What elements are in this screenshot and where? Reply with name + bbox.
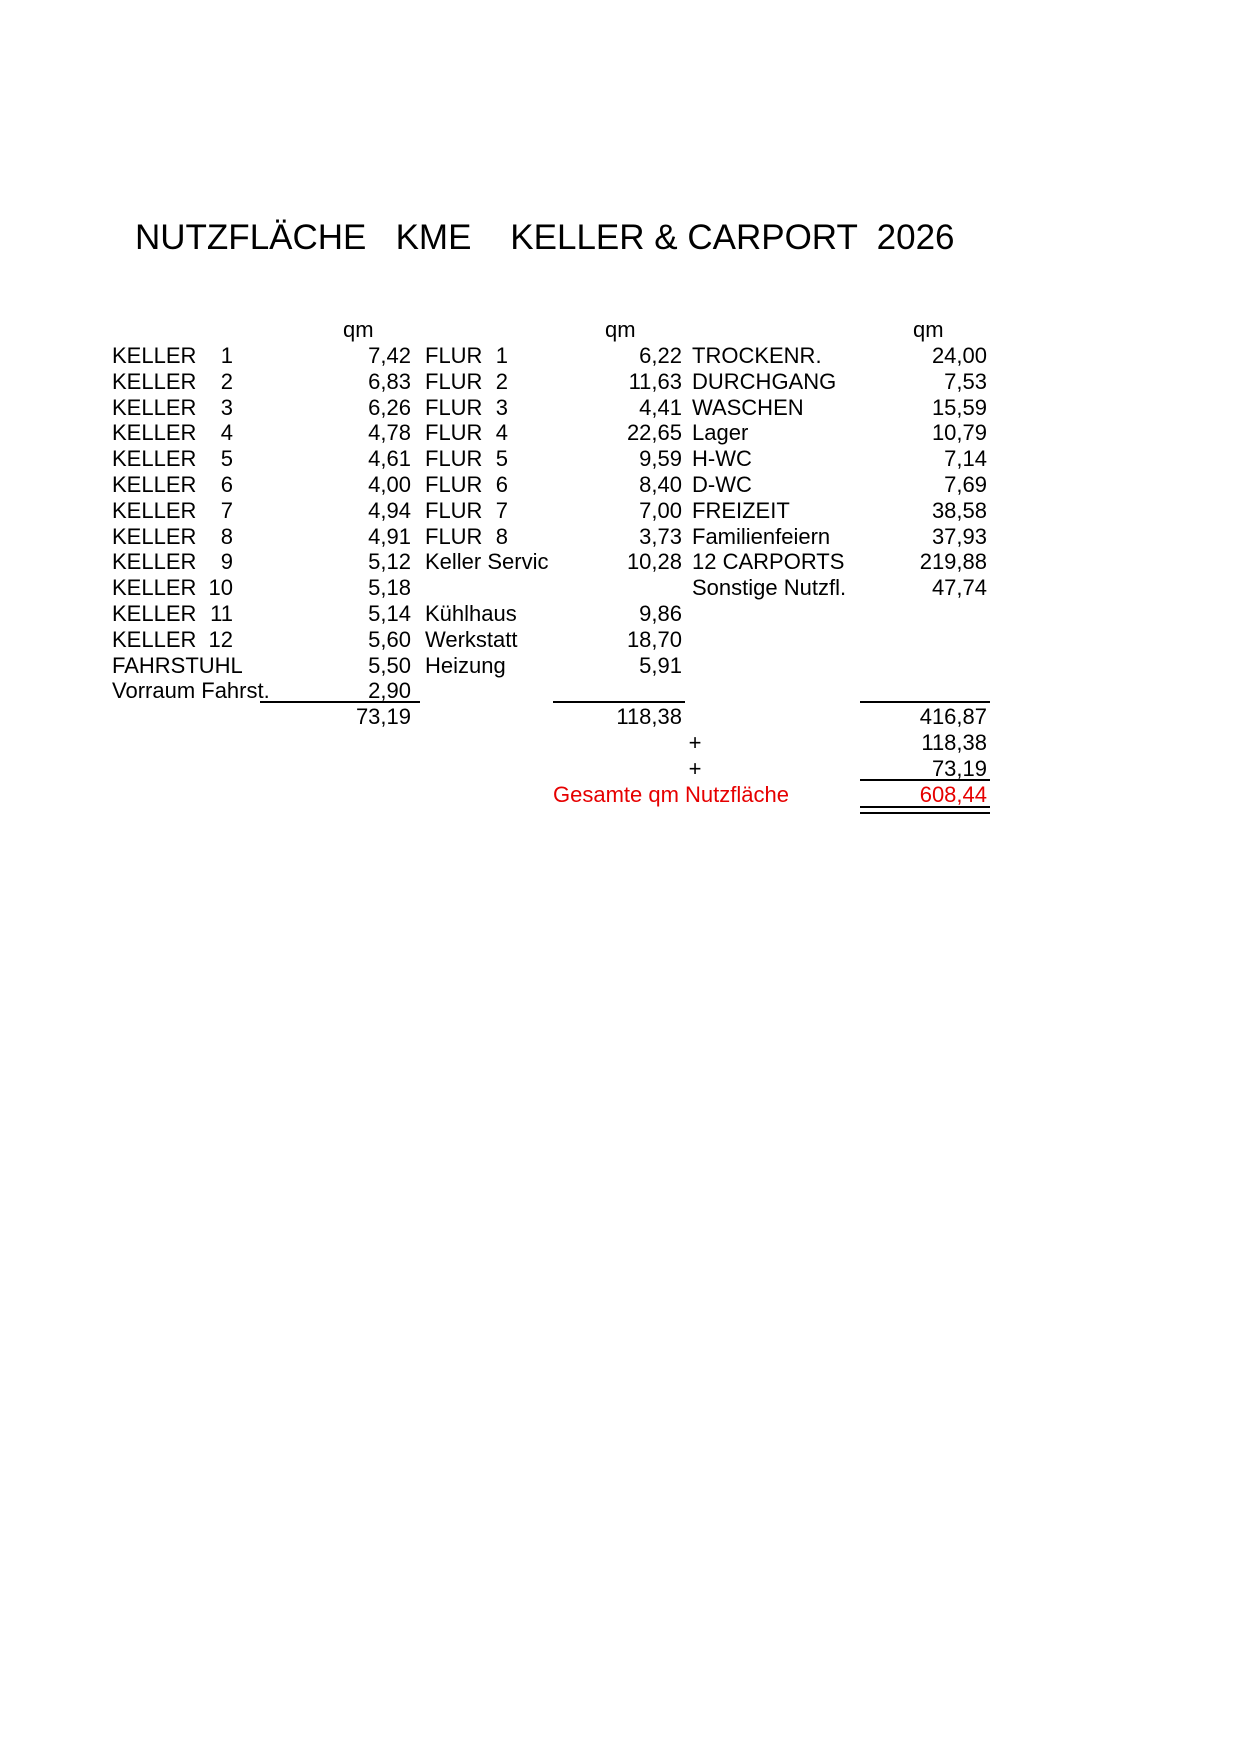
grand-total-value: 608,44 <box>919 782 987 807</box>
room-label-col1: KELLER <box>112 523 197 549</box>
area-value-col1: 6,83 <box>368 368 411 394</box>
plus-sign: + <box>688 756 702 781</box>
room-number-col1: 1 <box>220 343 233 368</box>
grand-total-row <box>0 782 1241 808</box>
room-label-col2: Werkstatt <box>425 626 518 652</box>
room-label-col1: KELLER <box>112 394 197 420</box>
room-label-col2: Heizung <box>425 652 506 678</box>
room-number-col2: 4 <box>495 420 508 446</box>
unit-header-col3: qm <box>913 317 944 342</box>
addition-row-2 <box>0 756 1241 782</box>
grand-total-label: Gesamte qm Nutzfläche <box>553 782 789 807</box>
room-number-col1: 10 <box>208 575 233 601</box>
room-number-col1: 6 <box>220 471 233 497</box>
page-title: NUTZFLÄCHE KME KELLER & CARPORT 2026 <box>135 218 955 257</box>
room-label-col3: Familienfeiern <box>692 523 831 549</box>
room-label-col1: KELLER <box>112 626 197 652</box>
area-value-col2: 22,65 <box>626 420 682 446</box>
room-number-col2: 8 <box>495 523 508 549</box>
room-number-col2 <box>468 549 508 575</box>
area-value-col2: 9,86 <box>639 600 682 626</box>
room-label-col3: Lager <box>692 420 749 446</box>
subtotal-col2: 118,38 <box>616 704 682 729</box>
table-row <box>0 653 1241 679</box>
room-label-col3: 12 CARPORTS <box>692 549 845 575</box>
room-label-col1: KELLER <box>112 368 197 394</box>
area-value-col2: 7,00 <box>639 497 682 523</box>
room-number-col2 <box>468 653 508 679</box>
room-label-col1: KELLER <box>112 575 197 601</box>
subtotal-rule-col2 <box>553 701 685 703</box>
area-value-col3 <box>866 653 987 679</box>
room-number-col2: 3 <box>495 394 508 420</box>
room-label-col1: KELLER <box>112 446 197 472</box>
area-value-col3: 15,59 <box>931 394 987 420</box>
area-value-col2: 10,28 <box>626 549 682 575</box>
room-label-col2: Keller Servic <box>425 549 549 575</box>
area-value-col2: 3,73 <box>639 523 682 549</box>
plus-sign: + <box>688 730 702 755</box>
room-label-col1: KELLER <box>112 471 197 497</box>
room-number-col2: 1 <box>495 343 508 368</box>
area-value-col3 <box>866 601 987 627</box>
room-label-col3: DURCHGANG <box>692 368 837 394</box>
area-value-col1: 6,26 <box>368 394 411 420</box>
unit-header-col1: qm <box>343 317 374 342</box>
room-label-col2: FLUR <box>425 343 483 368</box>
room-label-col1: KELLER <box>112 343 197 368</box>
table-row <box>0 524 1241 550</box>
area-value-col3: 219,88 <box>919 549 987 575</box>
table-row <box>0 601 1241 627</box>
room-number-col1: 5 <box>220 446 233 472</box>
subtotal-row <box>0 704 1241 730</box>
addition-value-2: 73,19 <box>931 756 987 781</box>
table-row <box>0 575 1241 601</box>
area-value-col3: 10,79 <box>931 420 987 446</box>
room-label-col3: TROCKENR. <box>692 343 822 368</box>
area-value-col1: 4,61 <box>368 446 411 472</box>
room-label-col3: H-WC <box>692 446 752 472</box>
addition-value-1: 118,38 <box>921 730 987 755</box>
room-label-col1: KELLER <box>112 600 197 626</box>
unit-header-row <box>0 317 1241 343</box>
room-label-col1: FAHRSTUHL <box>112 652 243 678</box>
table-row <box>0 369 1241 395</box>
room-number-col2 <box>468 678 508 704</box>
room-number-col2 <box>468 627 508 653</box>
area-value-col1: 4,91 <box>368 523 411 549</box>
table-body <box>0 343 1241 704</box>
area-value-col2: 6,22 <box>639 343 682 368</box>
room-number-col2: 7 <box>495 497 508 523</box>
room-label-col2: FLUR <box>425 497 483 523</box>
subtotal-rule-col3 <box>860 701 990 703</box>
table-row <box>0 498 1241 524</box>
room-number-col1: 9 <box>220 549 233 575</box>
table-row <box>0 446 1241 472</box>
room-number-col2 <box>468 575 508 601</box>
subtotal-rule-col1 <box>260 701 420 703</box>
area-value-col3 <box>866 627 987 653</box>
room-label-col2: FLUR <box>425 471 483 497</box>
room-label-col2: FLUR <box>425 394 483 420</box>
room-number-col1 <box>185 653 233 679</box>
subtotal-col1: 73,19 <box>355 704 411 729</box>
room-number-col1: 4 <box>220 420 233 446</box>
room-label-col1: KELLER <box>112 497 197 523</box>
room-number-col1: 8 <box>220 523 233 549</box>
area-value-col3: 7,14 <box>944 446 987 472</box>
area-value-col1: 5,12 <box>368 549 411 575</box>
room-number-col2: 5 <box>495 446 508 472</box>
addition-row-1 <box>0 730 1241 756</box>
table-row <box>0 420 1241 446</box>
area-value-col2: 9,59 <box>639 446 682 472</box>
area-value-col2 <box>566 575 682 601</box>
area-value-col1: 5,14 <box>368 600 411 626</box>
room-number-col1 <box>185 678 233 704</box>
area-value-col3: 7,69 <box>944 471 987 497</box>
room-label-col2: FLUR <box>425 523 483 549</box>
area-value-col2: 5,91 <box>639 652 682 678</box>
room-number-col2: 6 <box>495 471 508 497</box>
unit-header-col2: qm <box>605 317 636 342</box>
subtotal-col3: 416,87 <box>919 704 987 729</box>
room-label-col3: WASCHEN <box>692 394 804 420</box>
area-value-col1: 4,00 <box>368 471 411 497</box>
grand-total-rule-top <box>860 779 990 781</box>
table-row <box>0 627 1241 653</box>
table-row <box>0 472 1241 498</box>
room-label-col3: Sonstige Nutzfl. <box>692 575 847 601</box>
room-label-col2: FLUR <box>425 446 483 472</box>
area-value-col3: 24,00 <box>931 343 987 368</box>
room-number-col1: 2 <box>220 368 233 394</box>
room-label-col3: D-WC <box>692 471 752 497</box>
room-number-col1: 12 <box>208 626 233 652</box>
area-value-col3: 7,53 <box>944 368 987 394</box>
table-row <box>0 395 1241 421</box>
area-value-col3: 47,74 <box>931 575 987 601</box>
area-value-col2: 8,40 <box>639 471 682 497</box>
area-value-col1: 5,18 <box>368 575 411 601</box>
room-label-col3: FREIZEIT <box>692 497 790 523</box>
room-label-col2: FLUR <box>425 368 483 394</box>
room-number-col2 <box>468 601 508 627</box>
area-value-col1: 5,60 <box>368 626 411 652</box>
area-value-col3: 38,58 <box>931 497 987 523</box>
room-number-col1: 7 <box>220 497 233 523</box>
room-number-col1: 11 <box>210 600 233 626</box>
room-label-col1: KELLER <box>112 549 197 575</box>
table-row <box>0 549 1241 575</box>
area-value-col1: 2,90 <box>368 678 411 704</box>
area-value-col2: 11,63 <box>628 368 682 394</box>
area-value-col3: 37,93 <box>931 523 987 549</box>
area-value-col1: 5,50 <box>368 652 411 678</box>
room-label-col2: FLUR <box>425 420 483 446</box>
area-value-col1: 4,94 <box>368 497 411 523</box>
grand-total-double-rule <box>860 806 990 814</box>
room-number-col2: 2 <box>495 368 508 394</box>
table-row <box>0 343 1241 369</box>
room-label-col1: KELLER <box>112 420 197 446</box>
area-value-col1: 4,78 <box>368 420 411 446</box>
area-value-col1: 7,42 <box>368 343 411 368</box>
room-label-col2: Kühlhaus <box>425 600 517 626</box>
room-number-col1: 3 <box>220 394 233 420</box>
room-label-col1: Vorraum Fahrst. <box>112 678 270 704</box>
area-value-col2: 4,41 <box>639 394 682 420</box>
area-value-col2: 18,70 <box>626 626 682 652</box>
